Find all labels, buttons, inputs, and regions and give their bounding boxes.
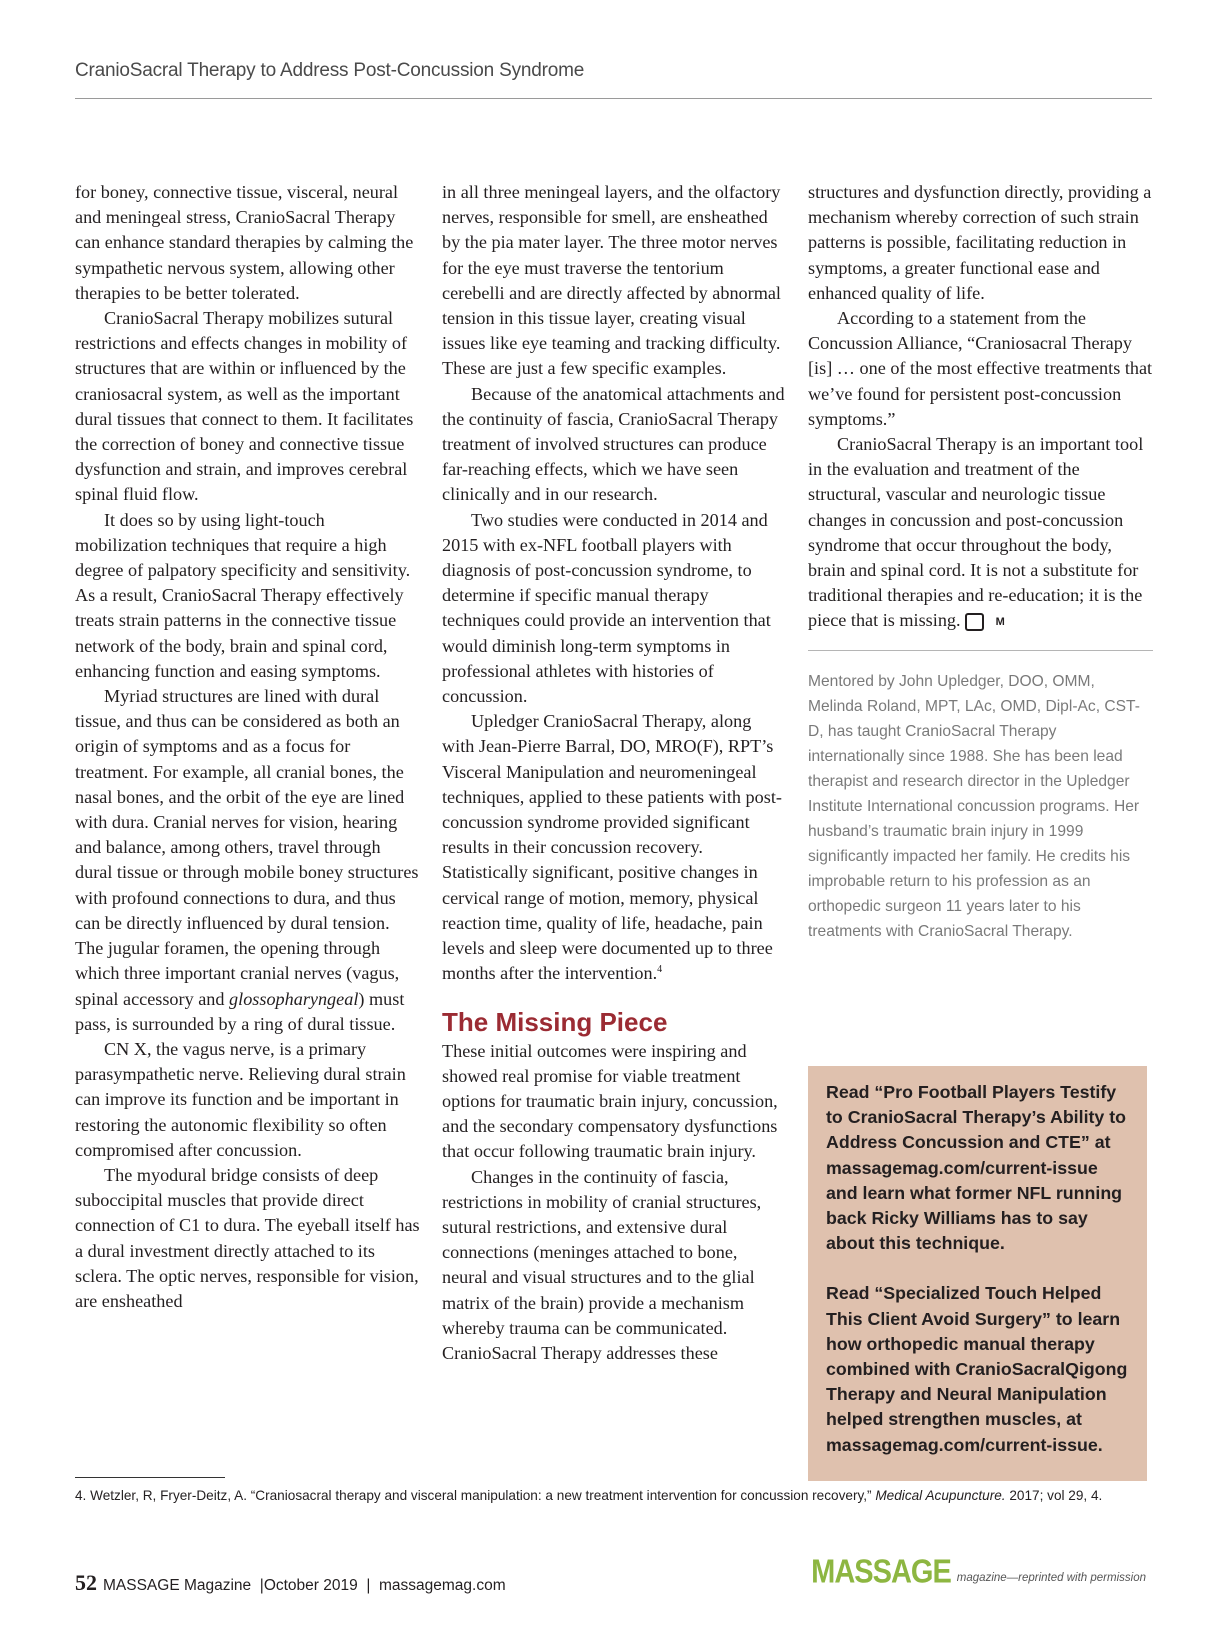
footnote-divider [75,1477,225,1478]
paragraph: for boney, connective tissue, visceral, neural and meningeal stress, CranioSacral Therapy can enhance standard therapies by calming the sympathetic nervous system, allowing other therapies to be better tolerated. [75,182,414,303]
bio-divider [808,650,1153,651]
footnote-details: 2017; vol 29, 4. [1009,1488,1103,1503]
paragraph-text: ) must pass, is surrounded by a ring of dural tissue. [75,988,405,1034]
section-heading: The Missing Piece [442,1006,668,1037]
footnote-ref: 4 [657,964,663,976]
footnote [75,1486,1155,1506]
logo-brand: MASSAGE [811,1553,951,1591]
paragraph: CN X, the vagus nerve, is a primary parasympathetic nerve. Relieving dural strain can improve its function and be important in restoring the autonomic flexibility so often compromised after concussion. [75,1038,406,1160]
running-title: CranioSacral Therapy to Address Post-Concussion Syndrome [75,60,585,81]
paragraph-text: CranioSacral Therapy is an important tool in the evaluation and treatment of the structural, vascular and neurologic tissue changes in concussion and post-concussion syndrome that occur throughout the body, brain and spinal cord. It is not a substitute for traditional therapies and re-education; it is the piece that is missing. [808,434,1144,631]
massage-magazine-logo [811,1553,1146,1591]
author-bio: Mentored by John Upledger, DOO, OMM, Melinda Roland, MPT, LAc, OMD, Dipl-Ac, CST-D, has taught CranioSacral Therapy internationally since 1988. She has been lead therapist and research director in the Upledger Institute International concussion programs. Her husband’s traumatic brain injury in 1999 significantly impacted her family. He credits his improbable return to his profession as an orthopedic surgeon 11 years later to his treatments with CranioSacral Therapy. [808,672,1140,940]
paragraph: These initial outcomes were inspiring and showed real promise for viable treatment options for traumatic brain injury, concussion, and the secondary compensatory dysfunctions that occur following traumatic brain injury. [442,1040,778,1162]
page-footer [75,1570,506,1596]
paragraph-text: Upledger CranioSacral Therapy, along with Jean-Pierre Barral, DO, MRO(F), RPT’s Visceral Manipulation and neuromeningeal techniques, applied to these patients with post-concussion syndrome provided significant results in their concussion recovery. Statistically significant, positive changes in cervical range of motion, memory, physical reaction time, quality of life, headache, pain levels and sleep were documented up to three months after the intervention. [442,711,782,984]
paragraph: Because of the anatomical attachments and the continuity of fascia, CranioSacral Therapy treatment of involved structures can produce far-reaching effects, which we have seen clinically and in our research. [442,383,785,505]
paragraph: The myodural bridge consists of deep suboccipital muscles that provide direct connection of C1 to dura. The eyeball itself has a dural investment directly attached to its sclera. The optic nerves, responsible for vision, are ensheathed [75,1164,420,1311]
footnote-text: 4. Wetzler, R, Fryer-Deitz, A. “Craniosacral therapy and visceral manipulation: a new treatment intervention for concussion recovery,” [75,1488,872,1503]
paragraph [442,709,787,986]
paragraph-text: Myriad structures are lined with dural tissue, and thus can be considered as both an origin of symptoms and as a focus for treatment. For example, all cranial bones, the nasal bones, and the orbit of the eye are lined with dura. Cranial nerves for vision, hearing and balance, among others, travel through dural tissue or through mobile boney structures with profound connections to dura, and thus can be directly influenced by dural tension. The jugular foramen, the opening through which three important cranial nerves (vagus, spinal accessory and [75,686,419,1009]
paragraph: CranioSacral Therapy mobilizes sutural restrictions and effects changes in mobility of structures that are within or influenced by the craniosacral system, as well as the important dural tissues that connect to them. It facilitates the correction of boney and connective tissue dysfunction and strain, and improves cerebral spinal fluid flow. [75,308,414,505]
article-column-2 [442,180,787,1366]
page-number: 52 [75,1570,97,1595]
paragraph: Two studies were conducted in 2014 and 2015 with ex-NFL football players with diagnosis of post-concussion syndrome, to determine if specific manual therapy techniques could provide an intervention that would diminish long-term symptoms in professional athletes with histories of concussion. [442,509,771,707]
paragraph: Changes in the continuity of fascia, restrictions in mobility of cranial structures, sutural restrictions, and extensive dural connections (meninges attached to bone, neural and visual structures and to the glial matrix of the brain) provide a mechanism whereby trauma can be communicated. CranioSacral Therapy addresses these [442,1166,762,1363]
paragraph: According to a statement from the Concussion Alliance, “Craniosacral Therapy [is] … one of the most effective treatments that we’ve found for persistent post-concussion symptoms.” [808,308,1153,429]
footnote-journal: Medical Acupuncture. [875,1488,1006,1503]
publication-line: MASSAGE Magazine |October 2019 | massagemag.com [103,1577,506,1594]
article-column-3 [808,180,1153,944]
paragraph [808,432,1153,634]
paragraph: in all three meningeal layers, and the olfactory nerves, responsible for smell, are ensheathed by the pia mater layer. The three motor nerves for the eye must traverse the tentorium cerebelli and are directly affected by abnormal tension in this tissue layer, creating visual issues like eye teaming and tracking difficulty. These are just a few specific examples. [442,182,781,379]
paragraph [75,684,420,1037]
header-divider [75,98,1152,99]
related-reading-box [808,1066,1147,1481]
italic-term: glossopharyngeal [229,988,359,1009]
related-reading-item[interactable]: Read “Pro Football Players Testify to CranioSacral Therapy’s Ability to Address Concussion and CTE” at massagemag.com/current-issue and learn what former NFL running back Ricky Williams has to say about this technique. [826,1082,1127,1254]
article-column-1 [75,180,420,1314]
paragraph: It does so by using light-touch mobilization techniques that require a high degree of palpatory specificity and sensitivity. As a result, CranioSacral Therapy effectively treats strain patterns in the connective tissue network of the body, brain and spinal cord, enhancing function and easing symptoms. [75,509,411,681]
logo-tagline: magazine—reprinted with permission [956,1572,1146,1584]
end-mark-icon: M [965,613,984,631]
paragraph: structures and dysfunction directly, providing a mechanism whereby correction of such strain patterns is possible, facilitating reduction in symptoms, a greater functional ease and enhanced quality of life. [808,182,1152,303]
related-reading-item[interactable]: Read “Specialized Touch Helped This Client Avoid Surgery” to learn how orthopedic manual therapy combined with CranioSacralQigong Therapy and Neural Manipulation helped strengthen muscles, at massagemag.com/current-issue. [826,1283,1128,1455]
